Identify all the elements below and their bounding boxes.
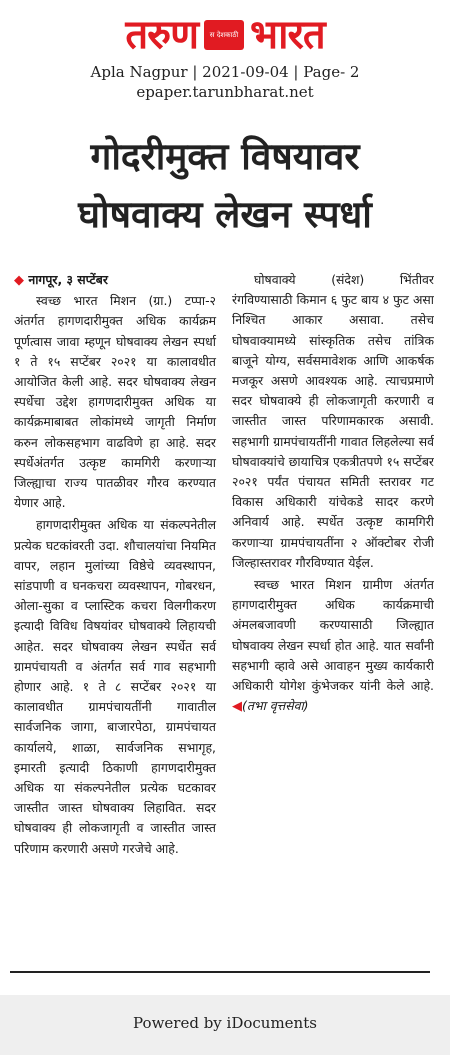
- edition-website: epaper.tarunbharat.net: [136, 83, 314, 101]
- masthead: [0, 14, 450, 56]
- paragraph-1: स्वच्छ भारत मिशन (ग्रा.) टप्पा-२ अंतर्गत हागणदारीमुक्त अधिक कार्यक्रम पूर्णत्वास जावा म्हणून घोषवाक्य लेखन स्पर्धा १ ते १५ सप्टेंबर २०२१ या कालावधीत आयोजित केली आहे. सदर घोषवाक्य लेखन स्पर्धेचा उद्देश हागणदारीमुक्त अधिक या कार्यक्रमाबाबत लोकांमध्ये जागृती निर्माण करुन लोकसहभाग वाढविणे हा आहे. सदर स्पर्धेअंतर्गत उत्कृष्ट कामगिरी करणाऱ्या जिल्ह्याचा राज्य पातळीवर गौरव करण्यात येणार आहे.: [14, 293, 216, 511]
- article-end-divider: [10, 971, 430, 973]
- article-headline: [0, 128, 450, 244]
- logo-emblem-icon: स देशकाठी: [204, 20, 244, 50]
- newspaper-logo: [125, 14, 324, 56]
- logo-word-left: तरुण: [125, 12, 198, 58]
- paragraph-2: हागणदारीमुक्त अधिक या संकल्पनेतील प्रत्येक घटकांवरती उदा. शौचालयांचा नियमित वापर, लहान मुलांच्या विष्ठेचे व्यवस्थापन, सांडपाणी व घनकचरा व्यवस्थापन, गोबरधन, ओला-सुका व प्लास्टिक कचरा विलगीकरण इत्यादी विविध विषयांवर घोषवाक्ये लिहायची आहेत. सदर घोषवाक्य लेखन स्पर्धेत सर्व ग्रामपंचायती व अंतर्गत सर्व गाव सहभागी होणार आहे. १ ते ८ सप्टेंबर २०२१ या कालावधीत ग्रामपंचायतींनी गावातील सार्वजनिक जागा, बाजारपेठा, ग्रामपंचायत कार्यालये, शाळा, सार्वजनिक सभागृह, इमारती इत्यादी ठिकाणी हागणदारीमुक्त अधिक या संकल्पनेतील प्रत्येक घटकावर जास्तीत जास्त घोषवाक्य लिहावित. सदर घोषवाक्य ही लोकजागृती व जास्तीत जास्त परिणाम करणारी असणे गरजेचे आहे.: [14, 517, 216, 856]
- edition-date-page: Apla Nagpur | 2021-09-04 | Page- 2: [90, 63, 360, 81]
- dateline-text: नागपूर, ३ सप्टेंबर: [28, 272, 108, 287]
- article-column-right: [232, 270, 434, 719]
- headline-line-2: घोषवाक्य लेखन स्पर्धा: [78, 193, 372, 236]
- edition-info: [0, 62, 450, 102]
- paragraph-4: [232, 575, 434, 717]
- footer-powered-by[interactable]: Powered by iDocuments: [133, 1014, 317, 1032]
- triangle-marker-icon: ◀: [232, 699, 242, 715]
- article-column-left: [14, 270, 216, 861]
- diamond-bullet-icon: ◆: [14, 273, 24, 288]
- logo-word-right: भारत: [250, 12, 325, 58]
- paragraph-4-text: स्वच्छ भारत मिशन ग्रामीण अंतर्गत हागणदारीमुक्त अधिक कार्यक्रमाची अंमलबजावणी करण्यासाठी जिल्ह्यात घोषवाक्य लेखन स्पर्धा होत आहे. यात सर्वांनी सहभागी व्हावे असे आवाहन मुख्य कार्यकारी अधिकारी योगेश कुंभेजकर यांनी केले आहे.: [232, 577, 434, 694]
- paragraph-3: घोषवाक्ये (संदेश) भिंतीवर रंगविण्यासाठी किमान ६ फुट बाय ४ फुट असा निश्चित आकार असावा. तसेच घोषवाक्यामध्ये सांस्कृतिक तसेच तांत्रिक बाजूने योग्य, सर्वसमावेशक आणि आकर्षक मजकूर असणे आवश्यक आहे. त्याचप्रमाणे सदर घोषवाक्ये ही लोकजागृती करणारी व जास्तीत जास्त परिणामकारक असावी. सहभागी ग्रामपंचायतींनी गावात लिहलेल्या सर्व घोषवाक्यांचे छायाचित्र एकत्रीतपणे १५ सप्टेंबर २०२१ पर्यंत पंचायत समिती स्तरावर गट विकास अधिकारी यांचेकडे सादर करणे अनिवार्य आहे. स्पर्धेत उत्कृष्ट कामगिरी करणाऱ्या ग्रामपंचायतींना २ ऑक्टोबर रोजी जिल्हास्तरावर गौरविण्यात येईल.: [232, 272, 434, 570]
- article-body: [14, 270, 434, 956]
- dateline: [14, 270, 216, 291]
- footer-bar: [0, 995, 450, 1055]
- headline-line-1: गोदरीमुक्त विषयावर: [90, 135, 360, 178]
- news-credit: (तभा वृत्तसेवा): [242, 698, 309, 714]
